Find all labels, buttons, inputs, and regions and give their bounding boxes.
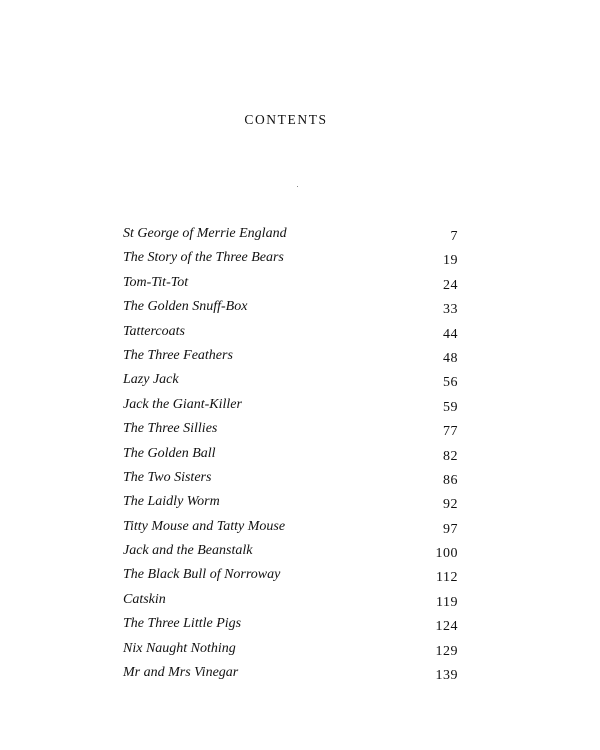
toc-entry (123, 639, 458, 663)
toc-entry-page-number: 129 (435, 643, 458, 659)
toc-entry-page-number: 86 (443, 472, 458, 488)
toc-entry (123, 297, 458, 321)
toc-entry-page-number: 124 (435, 619, 458, 635)
toc-entry (123, 614, 458, 638)
toc-entry-page-number: 48 (443, 350, 458, 366)
toc-entry (123, 492, 458, 516)
toc-entry-page-number: 7 (450, 229, 458, 244)
toc-entry (123, 663, 458, 687)
toc-entry (123, 541, 458, 565)
toc-entry-title: The Black Bull of Norroway (123, 567, 281, 583)
toc-entry-page-number: 24 (443, 277, 458, 293)
toc-entry-page-number: 59 (443, 399, 458, 415)
toc-entry (123, 419, 458, 443)
toc-entry-page-number: 44 (443, 326, 458, 342)
print-speck (297, 186, 298, 187)
toc-entry-page-number: 19 (443, 253, 458, 269)
toc-entry (123, 444, 458, 468)
toc-entry-title: The Two Sisters (123, 469, 212, 485)
toc-entry (123, 346, 458, 370)
toc-entry-title: The Three Feathers (123, 347, 233, 363)
toc-entry-page-number: 139 (435, 668, 458, 684)
toc-entry (123, 322, 458, 346)
toc-entry (123, 370, 458, 394)
toc-entry-title: Tom-Tit-Tot (123, 274, 189, 290)
table-of-contents (123, 224, 458, 687)
toc-entry-title: Lazy Jack (123, 372, 179, 388)
contents-heading: CONTENTS (244, 112, 328, 127)
toc-entry-title: Jack the Giant-Killer (123, 396, 242, 412)
toc-entry-page-number: 82 (443, 448, 458, 464)
toc-entry-title: St George of Merrie England (123, 226, 287, 241)
toc-entry-title: Tattercoats (123, 323, 185, 339)
toc-entry (123, 590, 458, 614)
toc-entry-title: Titty Mouse and Tatty Mouse (123, 518, 286, 534)
toc-entry-page-number: 119 (436, 594, 458, 610)
toc-entry-title: The Story of the Three Bears (123, 250, 284, 266)
toc-entry-page-number: 97 (443, 521, 458, 537)
toc-entry-title: The Golden Ball (123, 445, 216, 461)
toc-entry-title: The Golden Snuff-Box (123, 299, 248, 315)
toc-entry (123, 224, 458, 248)
toc-entry-title: Nix Naught Nothing (123, 640, 236, 656)
toc-entry-page-number: 33 (443, 302, 458, 318)
toc-entry-page-number: 56 (443, 375, 458, 391)
toc-entry (123, 248, 458, 272)
toc-entry (123, 565, 458, 589)
toc-entry-title: Jack and the Beanstalk (123, 543, 253, 559)
toc-entry-title: The Three Sillies (123, 421, 218, 437)
toc-entry-page-number: 112 (436, 570, 458, 586)
toc-entry (123, 395, 458, 419)
toc-entry-page-number: 92 (443, 497, 458, 513)
toc-entry (123, 273, 458, 297)
toc-entry (123, 468, 458, 492)
toc-entry-title: The Three Little Pigs (123, 616, 242, 632)
toc-entry-page-number: 77 (443, 424, 458, 440)
toc-entry (123, 517, 458, 541)
toc-entry-title: Mr and Mrs Vinegar (123, 665, 239, 681)
toc-entry-page-number: 100 (435, 546, 458, 562)
toc-entry-title: The Laidly Worm (123, 494, 220, 510)
toc-entry-title: Catskin (123, 591, 166, 607)
